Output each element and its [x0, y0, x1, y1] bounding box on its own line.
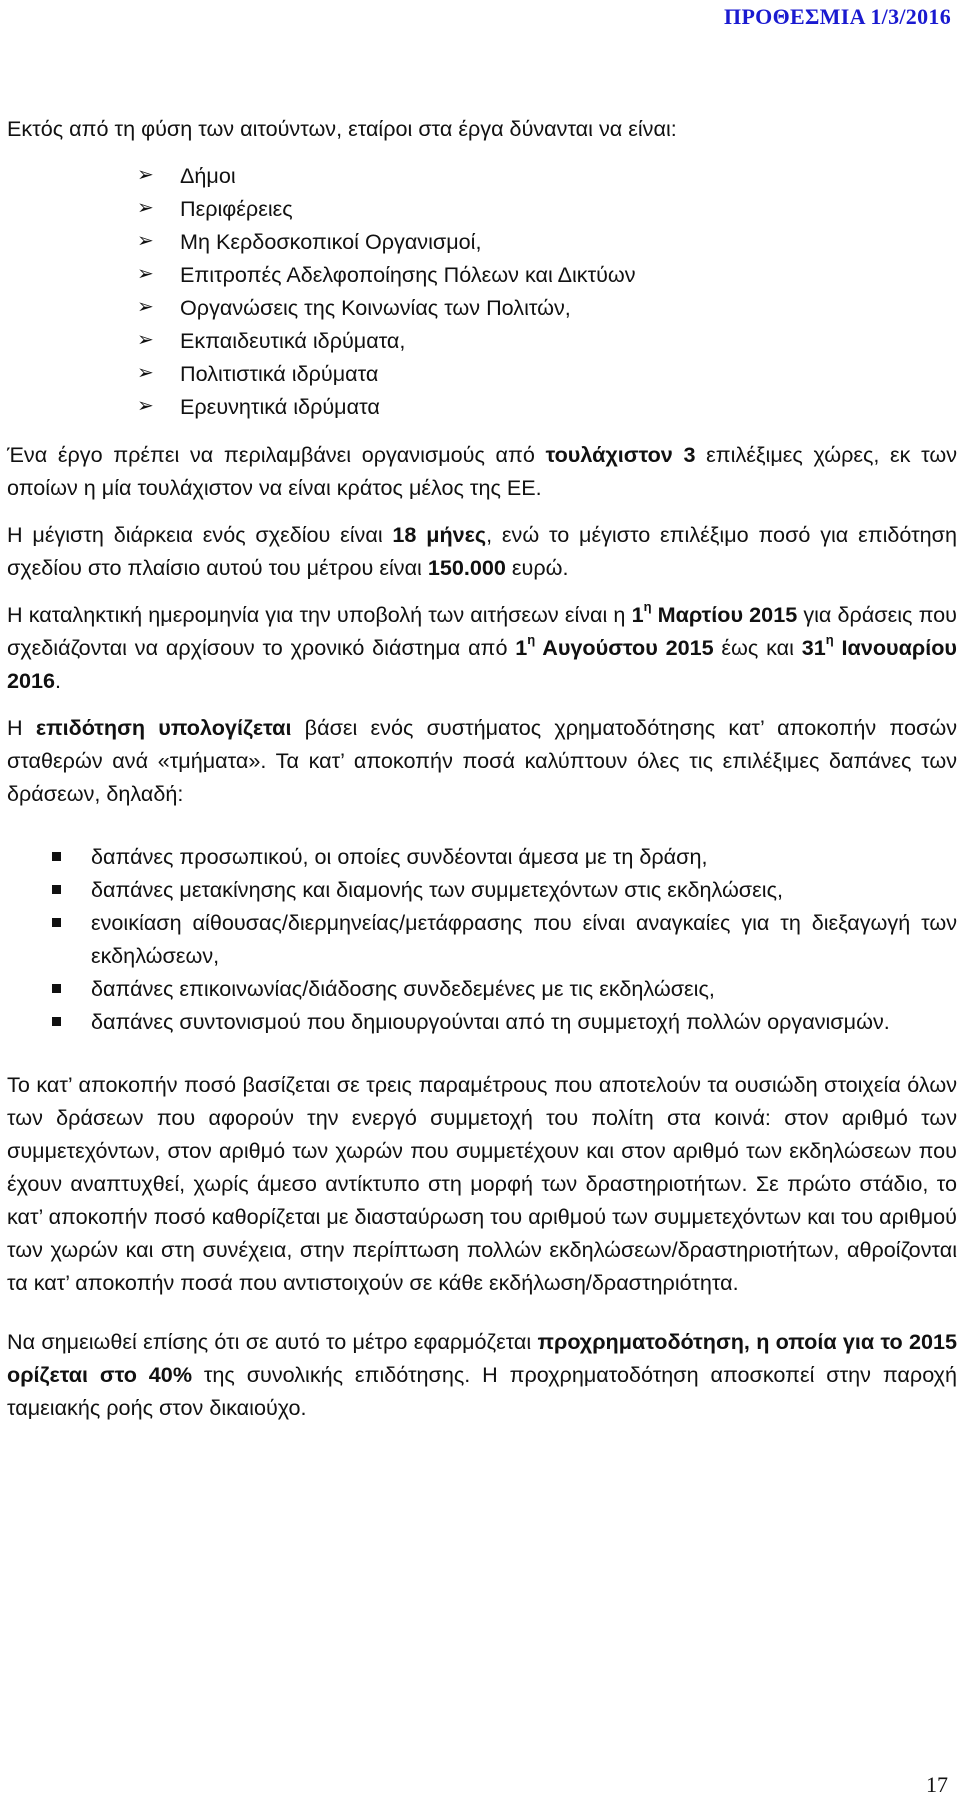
list-item: ➢ Περιφέρειες [137, 192, 957, 225]
duration-paragraph: Η μέγιστη διάρκεια ενός σχεδίου είναι 18 μήνες, ενώ το μέγιστο επιλέξιμο ποσό για επιδότηση σχεδίου στο πλαίσιο αυτού του μέτρου είναι 150.000 ευρώ. [7, 522, 957, 580]
square-bullet-icon [52, 1017, 61, 1026]
list-item: ενοικίαση αίθουσας/διερμηνείας/μετάφρασης που είναι αναγκαίες για τη διεξαγωγή των εκδηλώσεων, [47, 906, 957, 972]
projects-paragraph: Ένα έργο πρέπει να περιλαμβάνει οργανισμούς από τουλάχιστον 3 επιλέξιμες χώρες, εκ των οποίων η μία τουλάχιστον να είναι κράτος μέλος της ΕΕ. [7, 442, 957, 500]
list-item: ➢ Οργανώσεις της Κοινωνίας των Πολιτών, [137, 291, 957, 324]
list-item: ➢ Δήμοι [137, 159, 957, 192]
square-bullet-icon [52, 984, 61, 993]
arrow-bullet-icon: ➢ [137, 197, 154, 219]
partners-list [7, 159, 957, 423]
list-item: ➢ Εκπαιδευτικά ιδρύματα, [137, 324, 957, 357]
list-item: ➢ Ερευνητικά ιδρύματα [137, 390, 957, 423]
document-body [7, 112, 957, 1424]
arrow-bullet-icon: ➢ [137, 296, 154, 318]
deadline-header: ΠΡΟΘΕΣΜΙΑ 1/3/2016 [724, 4, 951, 29]
list-item: δαπάνες επικοινωνίας/διάδοσης συνδεδεμένες με τις εκδηλώσεις, [47, 972, 957, 1005]
square-bullet-icon [52, 852, 61, 861]
list-item: δαπάνες προσωπικού, οι οποίες συνδέονται άμεσα με τη δράση, [47, 840, 957, 873]
arrow-bullet-icon: ➢ [137, 230, 154, 252]
grant-paragraph: Η επιδότηση υπολογίζεται βάσει ενός συστήματος χρηματοδότησης κατ’ αποκοπήν ποσών σταθερών ανά «τμήματα». Τα κατ’ αποκοπήν ποσά καλύπτουν όλες τις επιλέξιμες δαπάνες των δράσεων, δηλαδή: [7, 715, 958, 806]
arrow-bullet-icon: ➢ [137, 164, 154, 186]
list-item: ➢ Πολιτιστικά ιδρύματα [137, 357, 957, 390]
list-item: ➢ Μη Κερδοσκοπικοί Οργανισμοί, [137, 225, 957, 258]
list-item: δαπάνες συντονισμού που δημιουργούνται από τη συμμετοχή πολλών οργανισμών. [47, 1005, 957, 1038]
list-item: δαπάνες μετακίνησης και διαμονής των συμμετεχόντων στις εκδηλώσεις, [47, 873, 957, 906]
prefinancing-paragraph: Να σημειωθεί επίσης ότι σε αυτό το μέτρο εφαρμόζεται προχρηματοδότηση, η οποία για το 2015 ορίζεται στο 40% της συνολικής επιδότησης. Η προχρηματοδότηση αποσκοπεί στην παροχή ταμειακής ροής στον δικαιούχο. [7, 1329, 957, 1420]
square-bullet-icon [52, 918, 61, 927]
costs-list [7, 840, 957, 1038]
arrow-bullet-icon: ➢ [137, 263, 154, 285]
list-item: ➢ Επιτροπές Αδελφοποίησης Πόλεων και Δικτύων [137, 258, 957, 291]
intro-paragraph: Εκτός από τη φύση των αιτούντων, εταίροι στα έργα δύνανται να είναι: [7, 116, 677, 141]
deadline-paragraph: Η καταληκτική ημερομηνία για την υποβολή των αιτήσεων είναι η $1^\eta$ Μαρτίου 2015 για δράσεις που σχεδιάζονται να αρχίσουν το χρονικό διάστημα από $1^\eta$ Αυγούστου 2015 έως και $31^\eta$ Ιανουαρίου 2016. [7, 599, 957, 693]
lump-sum-paragraph: Το κατ’ αποκοπήν ποσό βασίζεται σε τρεις παραμέτρους που αποτελούν τα ουσιώδη στοιχεία όλων των δράσεων που αφορούν την ενεργό συμμετοχή του πολίτη στα κοινά: στον αριθμό των συμμετεχόντων, στον αριθμό των χωρών που συμμετέχουν και στον αριθμό των εκδηλώσεων που έχουν αναπτυχθεί, χωρίς άμεσο αντίκτυπο στη μορφή των δραστηριοτήτων. Σε πρώτο στάδιο, το κατ’ αποκοπήν ποσό καθορίζεται με διασταύρωση του αριθμού των συμμετεχόντων και του αριθμού των χωρών και στη συνέχεια, στην περίπτωση πολλών εκδηλώσεων/δραστηριοτήτων, αθροίζονται τα κατ’ αποκοπήν ποσά που αντιστοιχούν σε κάθε εκδήλωση/δραστηριότητα. [7, 1072, 957, 1295]
arrow-bullet-icon: ➢ [137, 362, 154, 384]
arrow-bullet-icon: ➢ [137, 329, 154, 351]
arrow-bullet-icon: ➢ [137, 395, 154, 417]
square-bullet-icon [52, 885, 61, 894]
page-number: 17 [926, 1772, 948, 1797]
